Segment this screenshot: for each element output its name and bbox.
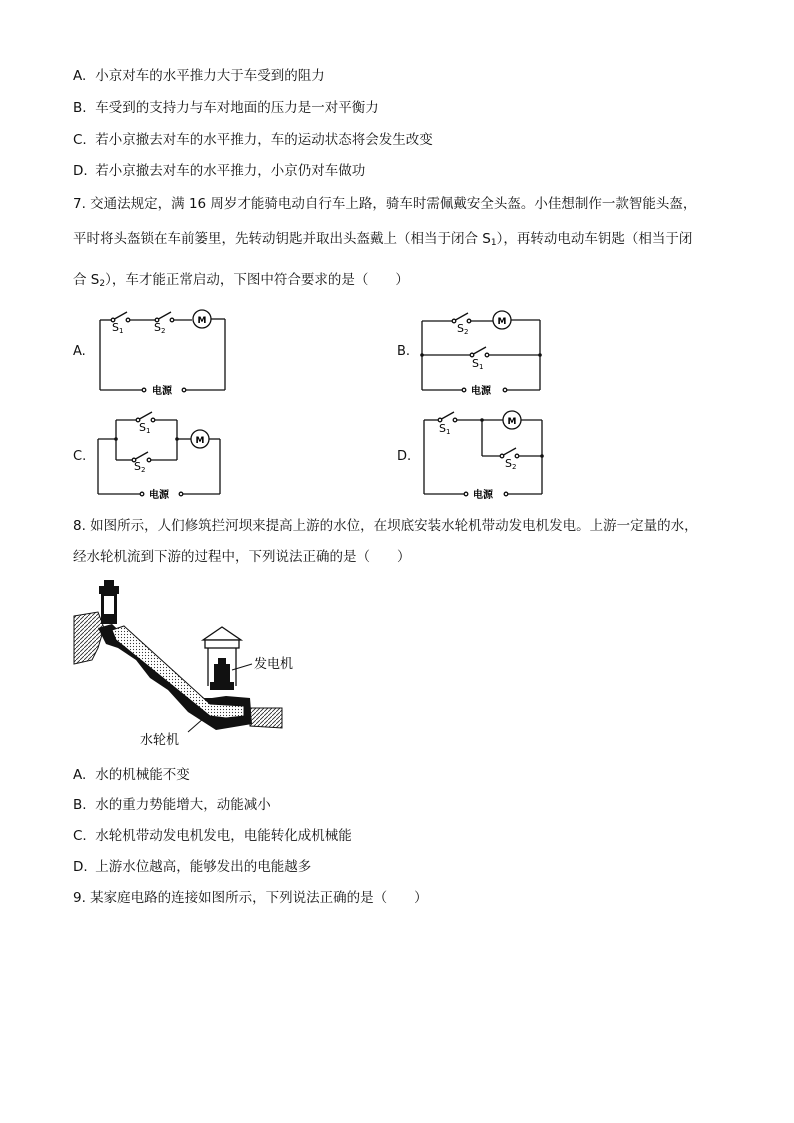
q8-option-d: D. 上游水位越高，能够发出的电能越多 [73, 859, 312, 875]
circuit-a-source-label: 电源 [152, 386, 172, 397]
circuit-a-s1-label: S1 [112, 321, 124, 335]
q8-option-b: B. 水的重力势能增大，动能减小 [73, 797, 271, 813]
circuit-a-motor-icon: M [197, 316, 207, 326]
q7-stem-line1: 7. 交通法规定，满 16 周岁才能骑电动自行车上路，骑车时需佩戴安全头盔。小佳想制作一款智能头盔， [73, 196, 697, 212]
q8-option-a: A. 水的机械能不变 [73, 767, 190, 783]
q7-stem-line2: 平时将头盔锁在车前篓里，先转动钥匙并取出头盔戴上（相当于闭合 $S_1$），再转动电动车钥匙（相当于闭 [73, 231, 693, 248]
circuit-c-s1-label: S1 [139, 421, 151, 435]
q7-stem-line3: 合 $S_2$），车才能正常启动，下图中符合要求的是（ ） [73, 272, 409, 289]
circuit-c-label: C. [73, 449, 87, 464]
circuit-d-motor-icon: M [507, 417, 517, 427]
circuit-d-source-label: 电源 [473, 490, 493, 501]
circuit-d-s2-label: S2 [505, 457, 517, 471]
q8-option-c: C. 水轮机带动发电机发电，电能转化成机械能 [73, 828, 352, 844]
q8-stem-line2: 经水轮机流到下游的过程中，下列说法正确的是（ ） [73, 549, 411, 565]
circuit-a-label: A. [73, 344, 86, 359]
circuit-d-s1-label: S1 [439, 422, 451, 436]
turbine-label: 水轮机 [140, 733, 180, 748]
circuit-b-s1-label: S1 [472, 357, 484, 371]
q8-stem-line1: 8. 如图所示，人们修筑拦河坝来提高上游的水位，在坝底安装水轮机带动发电机发电。上游一定量的水， [73, 518, 698, 534]
circuit-d-label: D. [397, 449, 412, 464]
circuit-b-s2-label: S2 [457, 322, 469, 336]
circuit-c-source-label: 电源 [149, 490, 169, 501]
circuit-b-label: B. [397, 344, 411, 359]
circuit-b-motor-icon: M [497, 317, 507, 327]
q6-option-a: A. 小京对车的水平推力大于车受到的阻力 [73, 68, 325, 84]
circuit-c-motor-icon: M [195, 436, 205, 446]
circuit-b-source-label: 电源 [471, 386, 491, 397]
q9-stem-line1: 9. 某家庭电路的连接如图所示，下列说法正确的是（ ） [73, 890, 428, 906]
q6-option-d: D. 若小京撤去对车的水平推力，小京仍对车做功 [73, 163, 366, 179]
q6-option-b: B. 车受到的支持力与车对地面的压力是一对平衡力 [73, 100, 379, 116]
q6-option-c: C. 若小京撤去对车的水平推力，车的运动状态将会发生改变 [73, 132, 433, 148]
circuit-c-s2-label: S2 [134, 460, 146, 474]
generator-label: 发电机 [254, 657, 294, 672]
circuit-a-s2-label: S2 [154, 321, 166, 335]
